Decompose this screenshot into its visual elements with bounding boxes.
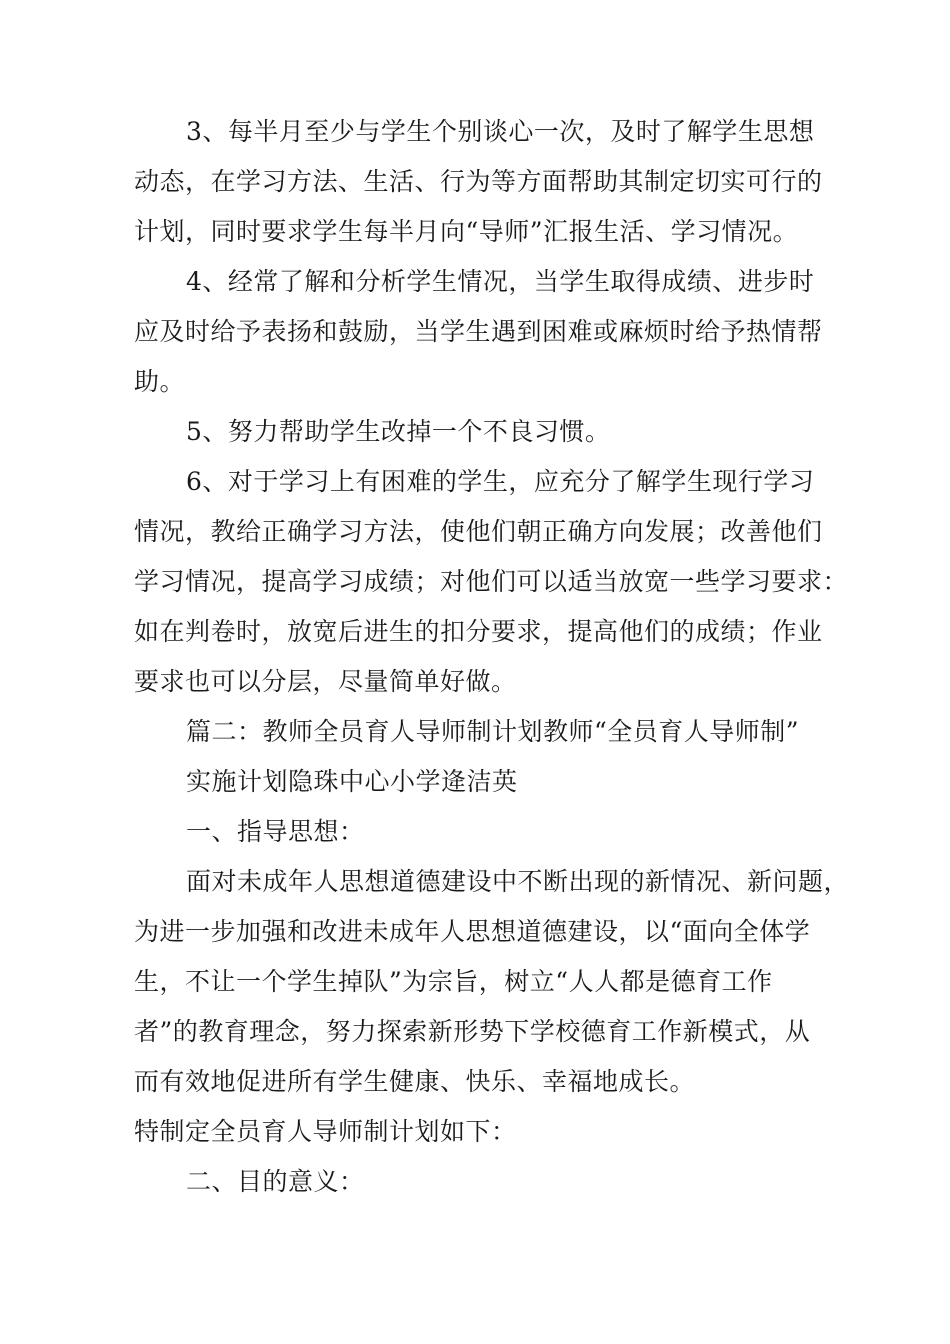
text-line: 如在判卷时，放宽后进生的扣分要求，提高他们的成绩；作业: [134, 617, 823, 646]
text-line: 特制定全员育人导师制计划如下：: [134, 1117, 517, 1146]
text-line: 3、每半月至少与学生个别谈心一次，及时了解学生思想: [186, 117, 815, 146]
text-line: 篇二：教师全员育人导师制计划教师“全员育人导师制”: [186, 717, 800, 746]
text-line: 计划，同时要求学生每半月向“导师”汇报生活、学习情况。: [134, 217, 799, 246]
text-line: 生，不让一个学生掉队”为宗旨，树立“人人都是德育工作: [134, 967, 773, 996]
text-line: 实施计划隐珠中心小学逄洁英: [186, 767, 518, 796]
text-line: 4、经常了解和分析学生情况，当学生取得成绩、进步时: [186, 267, 815, 296]
text-line: 助。: [134, 367, 186, 396]
text-line: 情况，教给正确学习方法，使他们朝正确方向发展；改善他们: [134, 517, 823, 546]
text-line: 6、对于学习上有困难的学生，应充分了解学生现行学习: [186, 467, 815, 496]
text-line: 面对未成年人思想道德建设中不断出现的新情况、新问题，: [186, 867, 850, 896]
section-heading: 一、指导思想：: [186, 817, 365, 846]
text-line: 学习情况，提高学习成绩；对他们可以适当放宽一些学习要求：: [134, 567, 849, 596]
text-line: 要求也可以分层，尽量简单好做。: [134, 667, 517, 696]
text-line: 为进一步加强和改进未成年人思想道德建设，以“面向全体学: [134, 917, 811, 946]
section-heading: 二、目的意义：: [186, 1167, 365, 1196]
text-line: 者”的教育理念，努力探索新形势下学校德育工作新模式，从: [134, 1017, 811, 1046]
text-line: 动态，在学习方法、生活、行为等方面帮助其制定切实可行的: [134, 167, 823, 196]
text-line: 5、努力帮助学生改掉一个不良习惯。: [186, 417, 611, 446]
text-line: 而有效地促进所有学生健康、快乐、幸福地成长。: [134, 1067, 696, 1096]
text-line: 应及时给予表扬和鼓励，当学生遇到困难或麻烦时给予热情帮: [134, 317, 823, 346]
